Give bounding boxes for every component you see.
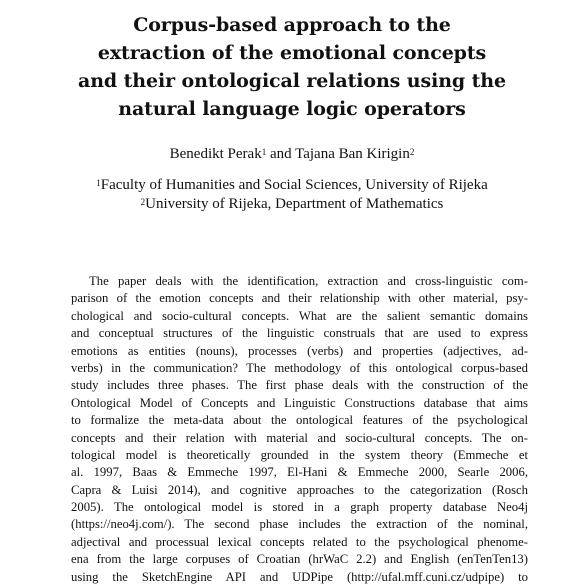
author-affiliation-marker: 2 [409, 147, 415, 157]
author-name: Benedikt Perak [169, 146, 262, 162]
paper-title [60, 11, 524, 123]
affiliation [0, 176, 584, 195]
title-line: Corpus-based approach to the [133, 14, 451, 36]
affiliation-marker: 1 [96, 178, 101, 188]
title-line: and their ontological relations using the [77, 70, 507, 92]
abstract [71, 273, 528, 586]
abstract-line: adjectival and processual lexical concepts related to the psychological phenome- [71, 534, 528, 549]
author-connector: and [266, 146, 296, 162]
abstract-line: chological and socio-cultural concepts. What are the salient semantic domains [71, 308, 528, 323]
abstract-line: concepts and their relation with material and socio-cultural concepts. The on- [71, 430, 528, 445]
abstract-line: tological model is theoretically grounded in the system theory (Emmeche et [71, 447, 528, 462]
author-affiliation-marker: 1 [261, 147, 267, 157]
affiliation-marker: 2 [140, 197, 146, 207]
affiliation [0, 195, 584, 214]
abstract-line: using the SketchEngine API and UDPipe (http://ufal.mff.cuni.cz/udpipe) to [71, 569, 528, 584]
title-line: natural language logic operators [118, 98, 466, 120]
affiliations [0, 176, 584, 214]
abstract-line: (https://neo4j.com/). The second phase includes the extraction of the nominal, [71, 517, 528, 532]
abstract-line: emotions as entities (nouns), processes (verbs) and properties (adjectives, ad- [71, 343, 528, 358]
affiliation-text: Faculty of Humanities and Social Sciences, University of Rijeka [100, 177, 488, 193]
abstract-line: ena from the large corpuses of Croatian (hrWaC 2.2) and English (enTenTen13) [71, 552, 528, 567]
abstract-line: study includes three phases. The first phase deals with the construction of the [71, 378, 528, 393]
title-line: extraction of the emotional concepts [97, 42, 487, 64]
author-name: Tajana Ban Kirigin [295, 146, 410, 162]
abstract-line: Ontological Model of Concepts and Linguistic Constructions database that aims [71, 395, 528, 410]
abstract-line: to formalize the meta-data about the ontological features of the psychological [71, 413, 528, 428]
abstract-line: 2005). The ontological model is stored in a graph property database Neo4j [71, 500, 528, 515]
abstract-line: and conceptual structures of the linguistic construals that are used to express [71, 326, 528, 341]
author-list [0, 144, 584, 164]
abstract-line: The paper deals with the identification, extraction and cross-linguistic com- [89, 274, 528, 288]
abstract-line: Capra & Luisi 2014), and cognitive approaches to the categorization (Rosch [71, 482, 528, 497]
abstract-line: al. 1997, Baas & Emmeche 1997, El-Hani & Emmeche 2000, Searle 2006, [71, 465, 528, 480]
affiliation-text: University of Rijeka, Department of Mathematics [145, 196, 444, 212]
abstract-line: verbs) in the communication? The methodology of this ontological corpus-based [71, 360, 528, 375]
abstract-line: parison of the emotion concepts and their relationship with other material, psy- [71, 291, 528, 306]
